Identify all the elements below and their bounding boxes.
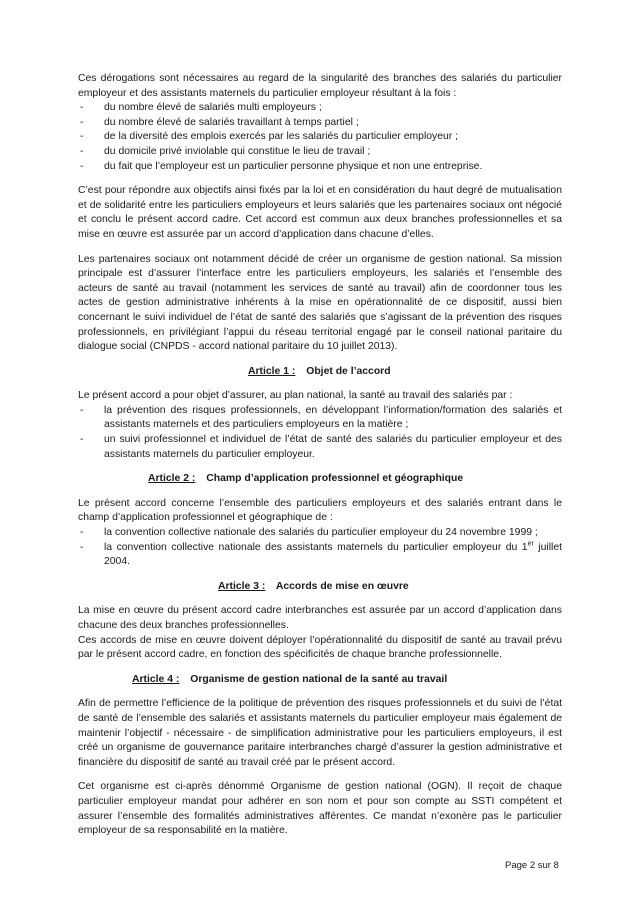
article-3-paragraph-2: Ces accords de mise en œuvre doivent déployer l’opérationnalité du dispositif de santé au travail prévu par le présent accord cadre, en fonction des spécificités de chaque branche professionnelle.: [78, 634, 562, 661]
intro-list: [78, 101, 562, 174]
article-4-paragraph-1: Afin de permettre l’efficience de la politique de prévention des risques professionnels et du suivi de l’état de santé de l’ensemble des salariés et assistants maternels du particulier employeur mais également de maintenir l’objectif - nécessaire - de simplification administrative pour les particuliers employeurs, il est créé un organisme de gouvernance paritaire interbranches chargé d’assurer la gestion administrative et financière du dispositif de santé au travail créé par le présent accord.: [78, 698, 562, 768]
article-1-title: Objet de l’accord: [306, 365, 391, 377]
article-4-title: Organisme de gestion national de la santé au travail: [190, 673, 448, 685]
list-item: - la prévention des risques professionnels, en développant l’information/formation des salariés et assistants maternels et des particuliers employeurs en la matière ;: [78, 404, 562, 433]
article-4-paragraph-2: Cet organisme est ci-après dénommé Organisme de gestion national (OGN). Il reçoit de chaque particulier employeur mandat pour adhérer en son nom et pour son compte au SSTI compétent et assurer l’ensemble des formalités administratives afférentes. Ce mandat n’exonère pas le particulier employeur de sa responsabilité en la matière.: [78, 781, 562, 837]
document-page: [78, 72, 562, 849]
list-item: - un suivi professionnel et individuel de l’état de santé des salariés du particulier employeur et des assistants maternels du particulier employeur.: [78, 433, 562, 462]
list-item-text-end: juillet 2004.: [104, 541, 562, 568]
list-item: - du domicile privé inviolable qui constitue le lieu de travail ;: [78, 145, 562, 160]
article-2-text: Le présent accord concerne l’ensemble des particuliers employeurs et des salariés entrant dans le champ d’application professionnel et géographique de :: [78, 497, 562, 524]
article-1-list: [78, 404, 562, 462]
article-3-title: Accords de mise en œuvre: [275, 580, 409, 592]
mutualisation-paragraph: C’est pour répondre aux objectifs ainsi fixés par la loi et en considération du haut degré de mutualisation et de solidarité entre les particuliers employeurs et leurs salariés que les partenaires sociaux ont négocié et conclu le présent accord cadre. Cet accord est commun aux deux branches professionnelles et sa mise en œuvre est assurée par un accord d’application dans chacune d’elles.: [78, 185, 562, 240]
article-3-number: Article 3 :: [218, 580, 266, 592]
intro-paragraph: Ces dérogations sont nécessaires au regard de la singularité des branches des salariés du particulier employeur et des assistants maternels du particulier employeur résultant à la fois :: [78, 73, 562, 99]
article-2-number: Article 2 :: [148, 473, 196, 485]
article-1-number: Article 1 :: [248, 365, 296, 377]
article-2-heading: [78, 472, 562, 487]
list-item: - la convention collective nationale des salariés du particulier employeur du 24 novembre 1999 ;: [78, 526, 562, 541]
article-2-title: Champ d’application professionnel et géographique: [206, 473, 464, 485]
list-item-text: la convention collective nationale des assistants maternels du particulier employeur du 1: [104, 541, 528, 553]
list-item: - du fait que l’employeur est un particulier personne physique et non une entreprise.: [78, 160, 562, 175]
article-2-list: [78, 526, 562, 570]
list-item: - du nombre élevé de salariés travaillant à temps partiel ;: [78, 116, 562, 131]
article-3-heading: [78, 580, 562, 595]
article-1-heading: [78, 365, 562, 380]
article-1-text: Le présent accord a pour objet d’assurer, au plan national, la santé au travail des salariés par :: [78, 390, 513, 402]
partenaires-paragraph: Les partenaires sociaux ont notamment décidé de créer un organisme de gestion national. Sa mission principale est d’assurer l’interface entre les particuliers employeurs, les salariés et l’ensemble des acteurs de santé au travail (notamment les services de santé au travail) afin de coordonner tous les actes de gestion administrative inhérents à la mise en opérationnalité de ce dispositif, aussi bien concernant le suivi individuel de l’état de santé des salariés que s’agissant de la prévention des risques professionnels, en privilégiant l’appui du réseau territorial engagé par le conseil national paritaire du dialogue social (CNPDS - accord national paritaire du 10 juillet 2013).: [78, 253, 562, 353]
page-number: Page 2 sur 8: [505, 860, 559, 871]
ordinal-superscript: er: [527, 540, 534, 548]
article-4-number: Article 4 :: [132, 673, 180, 685]
list-item: [78, 541, 562, 570]
article-3-paragraph-1: La mise en œuvre du présent accord cadre interbranches est assurée par un accord d’application dans chacune des deux branches professionnelles.: [78, 605, 562, 631]
article-4-heading: [78, 673, 562, 688]
list-item: - du nombre élevé de salariés multi employeurs ;: [78, 101, 562, 116]
list-item: - de la diversité des emplois exercés par les salariés du particulier employeur ;: [78, 130, 562, 145]
